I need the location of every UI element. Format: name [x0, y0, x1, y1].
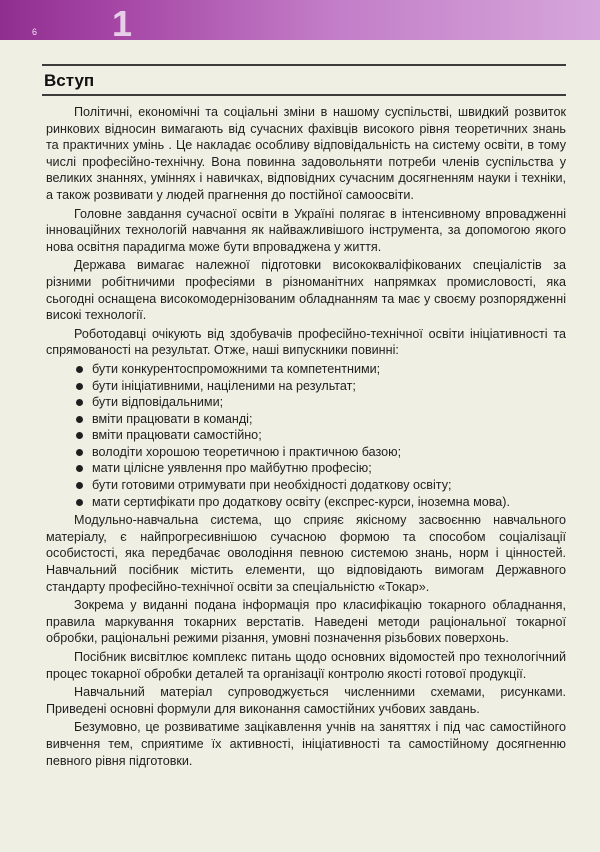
section-title: Вступ	[44, 71, 95, 90]
body-text	[46, 104, 566, 771]
list-item	[76, 494, 566, 511]
list-item	[76, 460, 566, 477]
list-item-text: вміти працювати в команді;	[92, 411, 253, 426]
bullet-icon	[76, 465, 83, 472]
list-item	[76, 427, 566, 444]
bullet-icon	[76, 399, 83, 406]
chapter-header-band	[0, 0, 600, 44]
list-item	[76, 394, 566, 411]
list-item-text: бути відповідальними;	[92, 395, 224, 410]
list-item	[76, 477, 566, 494]
list-item-text: вміти працювати самостійно;	[92, 428, 262, 443]
paragraph: Роботодавці очікують від здобувачів професійно-технічної освіти ініціативності та спрямованості на результат. Отже, наші випускники повинні:	[46, 326, 566, 358]
list-item-text: бути готовими отримувати при необхідності додаткову освіту;	[92, 478, 452, 493]
bullet-icon	[76, 449, 83, 456]
bullet-icon	[76, 366, 83, 373]
list-item	[76, 378, 566, 395]
bullet-icon	[76, 383, 83, 390]
page-number: 6	[32, 27, 38, 37]
chapter-number: 1	[112, 3, 133, 44]
list-item	[76, 444, 566, 461]
list-item-text: мати сертифікати про додаткову освіту (експрес-курси, іноземна мова).	[92, 494, 510, 509]
list-item-text: бути ініціативними, націленими на результат;	[92, 378, 356, 393]
title-rule-top	[42, 64, 566, 66]
paragraph: Держава вимагає належної підготовки висококваліфікованих спеціалістів за різними робітничими професіями в різноманітних напрямках промисловості, яка сьогодні оснащена високомодернізованим обладнанням та має у своєму розпорядженні високі технології.	[46, 258, 566, 323]
paragraph: Посібник висвітлює комплекс питань щодо основних відомостей про технологічний процес токарної обробки деталей та організації контролю якості готової продукції.	[46, 650, 566, 681]
bullet-icon	[76, 499, 83, 506]
title-rule-bottom	[42, 94, 566, 96]
bullet-list	[46, 361, 566, 510]
list-item	[76, 361, 566, 378]
paragraph: Модульно-навчальна система, що сприяє якісному засвоєнню навчального матеріалу, є найпрогресивнішою сучасною формою та способом соціалізації особистості, яка передбачає оволодіння певною системою знань, норм і цінностей. Навчальний посібник містить елементи, що відповідають вимогам Державного стандарту професійно-технічної освіти за спеціальністю «Токар».	[46, 513, 566, 594]
paragraph: Навчальний матеріал супроводжується численними схемами, рисунками. Приведені основні формули для виконання самостійних учбових завдань.	[46, 685, 566, 716]
bullet-icon	[76, 432, 83, 439]
list-item-text: володіти хорошою теоретичною і практичною базою;	[92, 444, 402, 459]
bullet-icon	[76, 416, 83, 423]
paragraph: Політичні, економічні та соціальні зміни в нашому суспільстві, швидкий розвиток ринкових відносин вимагають від сучасних фахівців високого рівня теоретичних знань та практичних умінь . Це накладає особливу відповідальність на систему освіти, в тому числі професійно-технічну. Вона повинна задовольняти потреби членів суспільства у великих знаннях, уміннях і навичках, відповідних сучасним досягненням науки і техніки, а також розвивати у людей прагнення до постійної самоосвіти.	[46, 105, 566, 202]
list-item-text: бути конкурентоспроможними та компетентними;	[92, 361, 381, 376]
paragraph: Безумовно, це розвиватиме зацікавлення учнів на заняттях і під час самостійного вивчення тем, сприятиме їх активності, ініціативності та самостійному досягненню певного рівня підготовки.	[46, 720, 566, 768]
list-item	[76, 411, 566, 428]
paragraph: Зокрема у виданні подана інформація про класифікацію токарного обладнання, правила маркування токарних верстатів. Наведені методи раціональної токарної обробки, раціональні режими різання, умовні позначення різьбових поверхонь.	[46, 598, 566, 646]
bullet-icon	[76, 482, 83, 489]
paragraph: Головне завдання сучасної освіти в Україні полягає в інтенсивному впровадженні інноваційних технологій навчання як найважливішого інструмента, за допомогою якого нова освітня парадигма може бути впроваджена у життя.	[46, 206, 566, 254]
list-item-text: мати цілісне уявлення про майбутню професію;	[92, 461, 372, 476]
